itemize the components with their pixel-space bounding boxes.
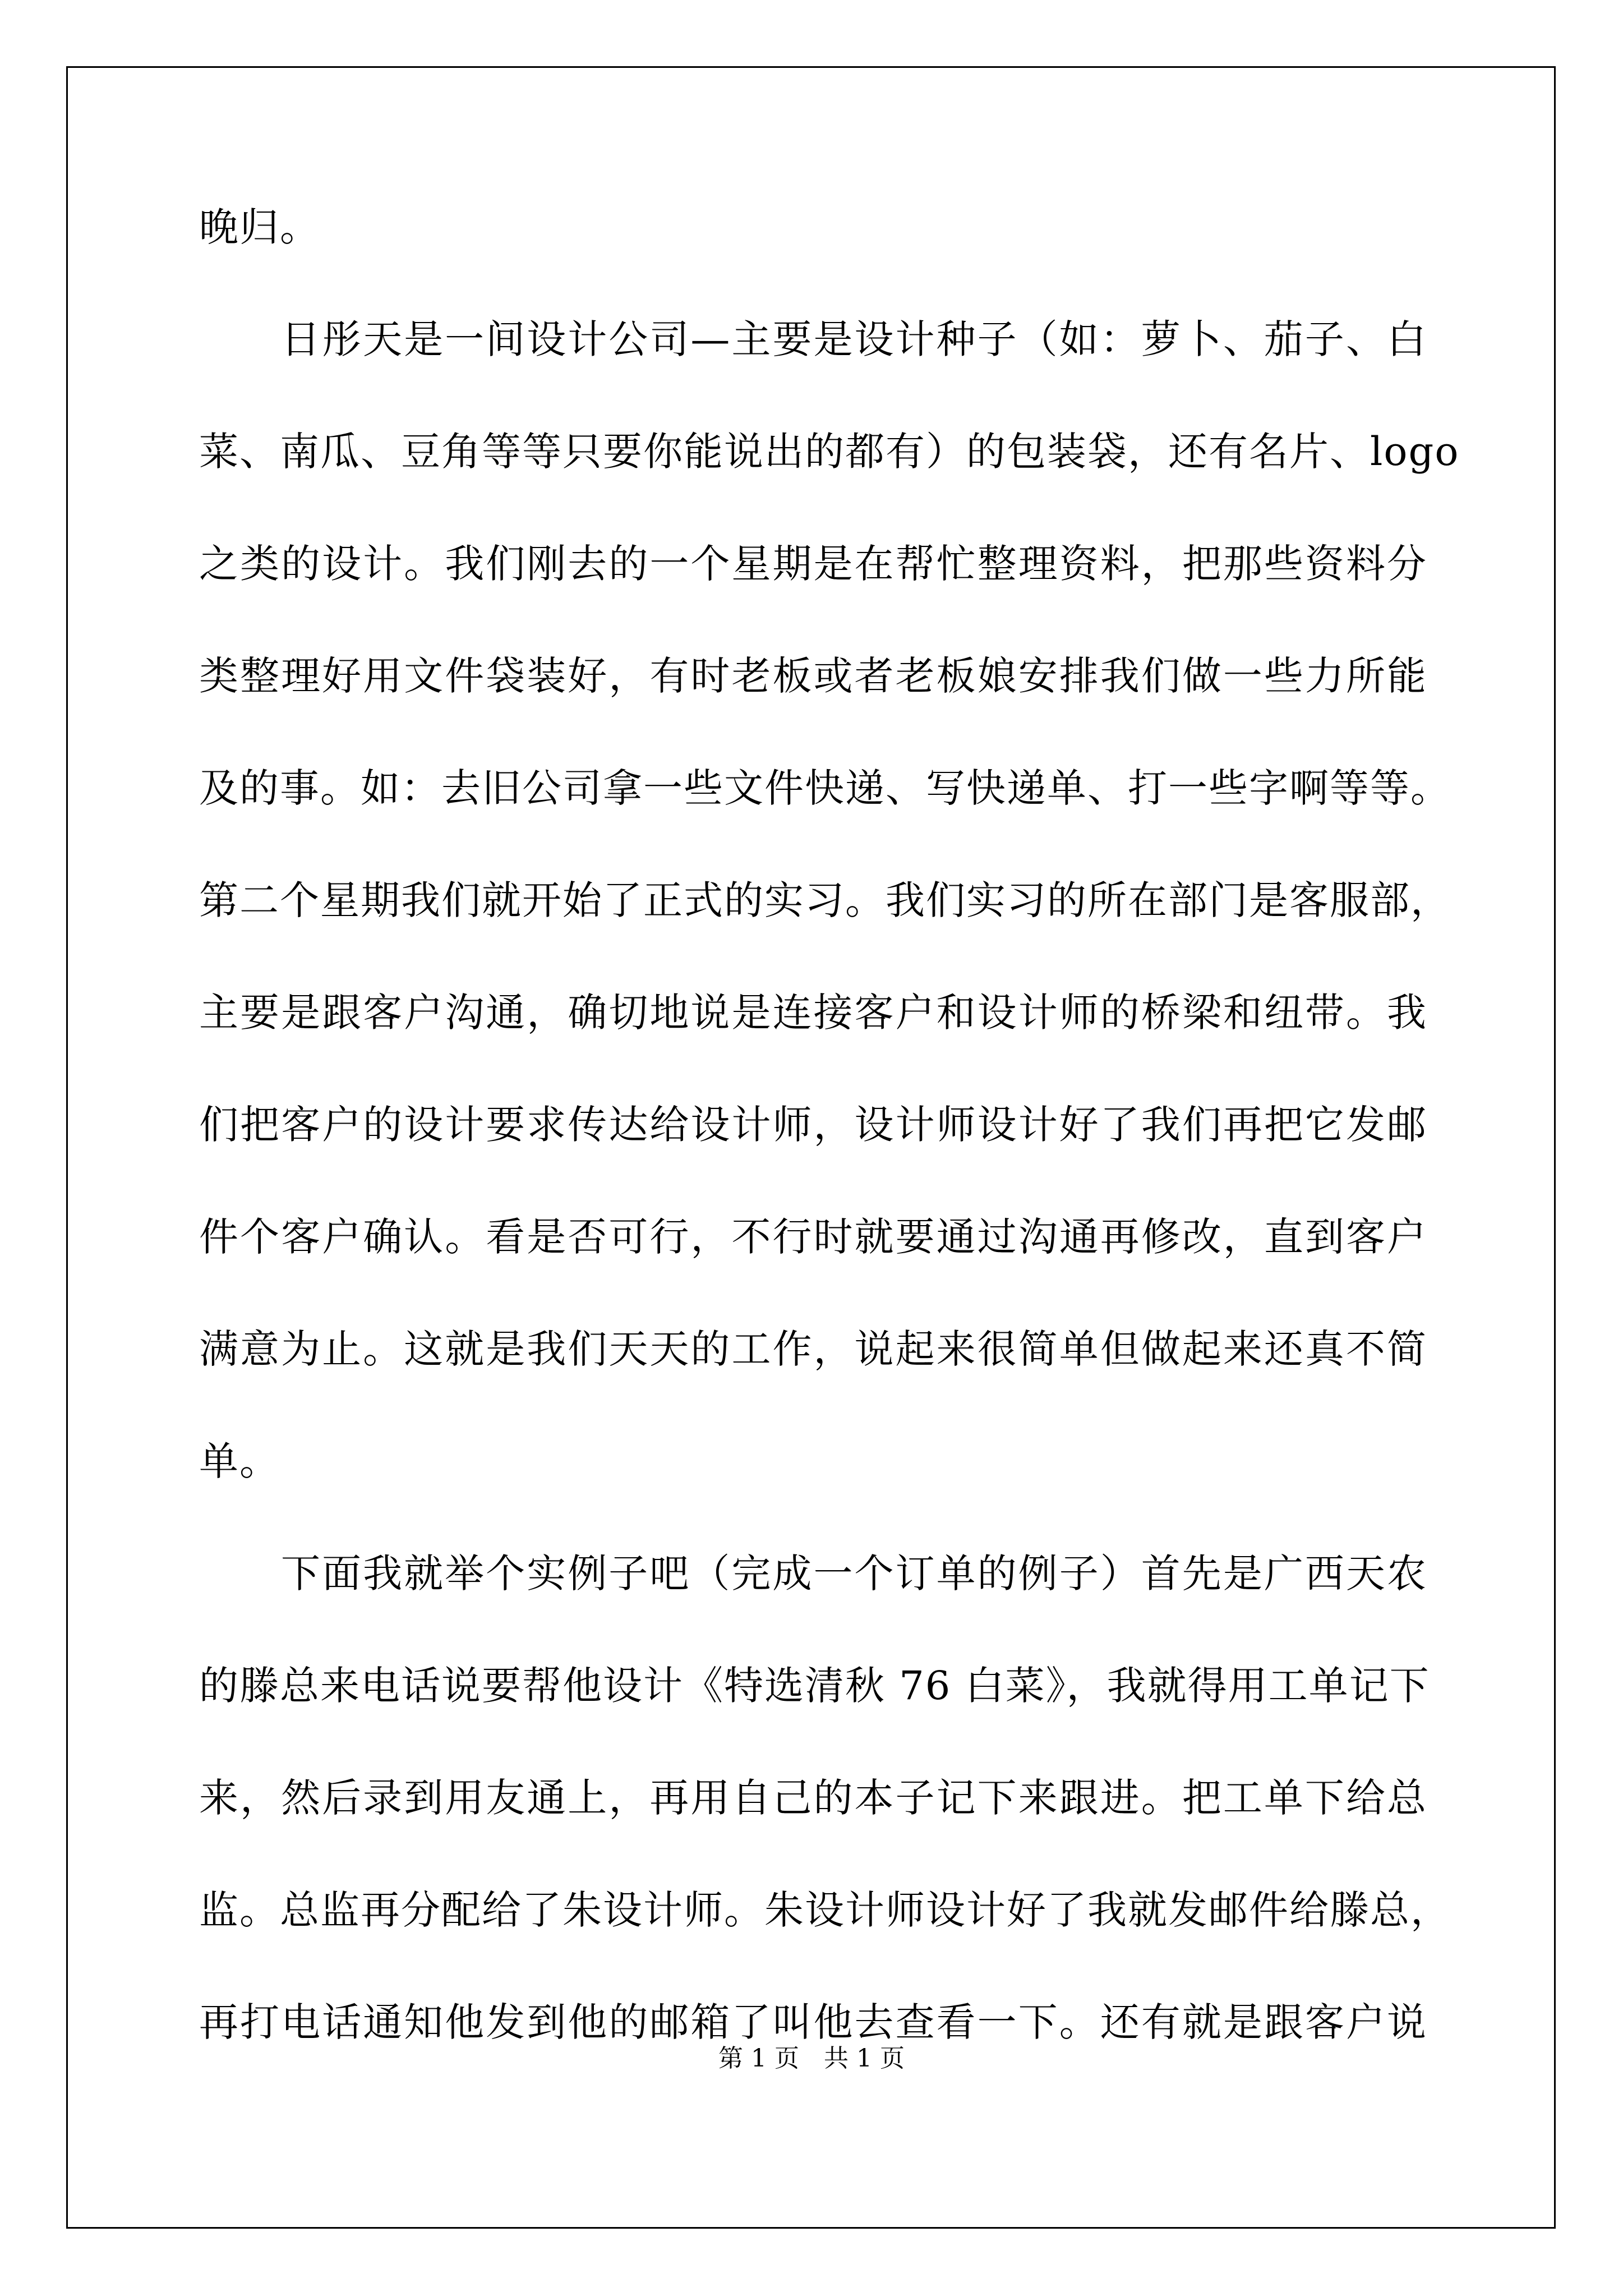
text-line: 及的事。如：去旧公司拿一些文件快递、写快递单、打一些字啊等等。 [199, 765, 1451, 811]
text-line: 再打电话通知他发到他的邮箱了叫他去查看一下。还有就是跟客户说 [199, 1999, 1427, 2045]
text-line: 来，然后录到用友通上，再用自己的本子记下来跟进。把工单下给总 [199, 1775, 1427, 1821]
text-line: 单。 [199, 1438, 280, 1484]
text-line: 类整理好用文件袋装好，有时老板或者老板娘安排我们做一些力所能 [199, 653, 1427, 699]
text-line: 的滕总来电话说要帮他设计《特选清秋 76 白菜》，我就得用工单记下 [199, 1663, 1430, 1709]
text-line: 们把客户的设计要求传达给设计师，设计师设计好了我们再把它发邮 [199, 1102, 1427, 1148]
text-line: 监。总监再分配给了朱设计师。朱设计师设计好了我就发邮件给滕总， [199, 1887, 1451, 1933]
text-line: 件个客户确认。看是否可行，不行时就要通过沟通再修改，直到客户 [199, 1214, 1427, 1260]
page-footer: 第 1 页 共 1 页 [718, 2044, 905, 2073]
text-line: 晚归。 [199, 204, 320, 250]
text-line: 主要是跟客户沟通，确切地说是连接客户和设计师的桥梁和纽带。我 [199, 990, 1427, 1036]
text-line: 第二个星期我们就开始了正式的实习。我们实习的所在部门是客服部， [199, 877, 1451, 923]
text-line: 下面我就举个实例子吧（完成一个订单的例子）首先是广西天农 [281, 1550, 1427, 1596]
text-line: 满意为止。这就是我们天天的工作，说起来很简单但做起来还真不简 [199, 1326, 1427, 1372]
text-line: 菜、南瓜、豆角等等只要你能说出的都有）的包装袋，还有名片、logo [199, 429, 1460, 475]
text-line: 日彤天是一间设计公司—主要是设计种子（如：萝卜、茄子、白 [281, 316, 1427, 362]
text-line: 之类的设计。我们刚去的一个星期是在帮忙整理资料，把那些资料分 [199, 541, 1427, 587]
